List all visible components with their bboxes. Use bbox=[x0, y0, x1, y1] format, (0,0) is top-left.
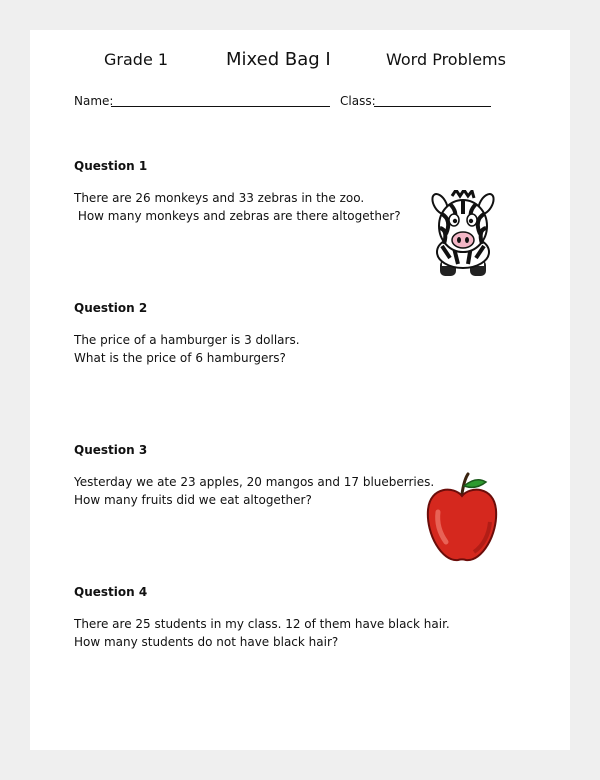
worksheet-title: Mixed Bag I bbox=[226, 49, 331, 70]
question-3-title: Question 3 bbox=[74, 443, 148, 457]
question-2-title: Question 2 bbox=[74, 301, 148, 315]
question-4-line-1: There are 25 students in my class. 12 of them have black hair. bbox=[74, 617, 450, 631]
worksheet-page bbox=[30, 30, 570, 750]
question-1-line-2: How many monkeys and zebras are there altogether? bbox=[74, 209, 401, 223]
name-blank-line bbox=[111, 106, 330, 107]
question-3-line-1: Yesterday we ate 23 apples, 20 mangos and 17 blueberries. bbox=[74, 475, 435, 489]
class-label: Class: bbox=[340, 94, 376, 108]
question-2-line-2: What is the price of 6 hamburgers? bbox=[74, 351, 286, 365]
question-4-line-2: How many students do not have black hair? bbox=[74, 635, 339, 649]
name-label: Name: bbox=[74, 94, 114, 108]
question-4-title: Question 4 bbox=[74, 585, 148, 599]
question-3-line-2: How many fruits did we eat altogether? bbox=[74, 493, 312, 507]
grade-label: Grade 1 bbox=[104, 50, 169, 69]
class-blank-line bbox=[374, 106, 491, 107]
zebra-icon bbox=[428, 190, 498, 280]
apple-icon bbox=[424, 472, 500, 564]
question-1-title: Question 1 bbox=[74, 159, 148, 173]
question-1-line-1: There are 26 monkeys and 33 zebras in the zoo. bbox=[74, 191, 365, 205]
question-2-line-1: The price of a hamburger is 3 dollars. bbox=[74, 333, 300, 347]
worksheet-subject: Word Problems bbox=[386, 50, 506, 69]
